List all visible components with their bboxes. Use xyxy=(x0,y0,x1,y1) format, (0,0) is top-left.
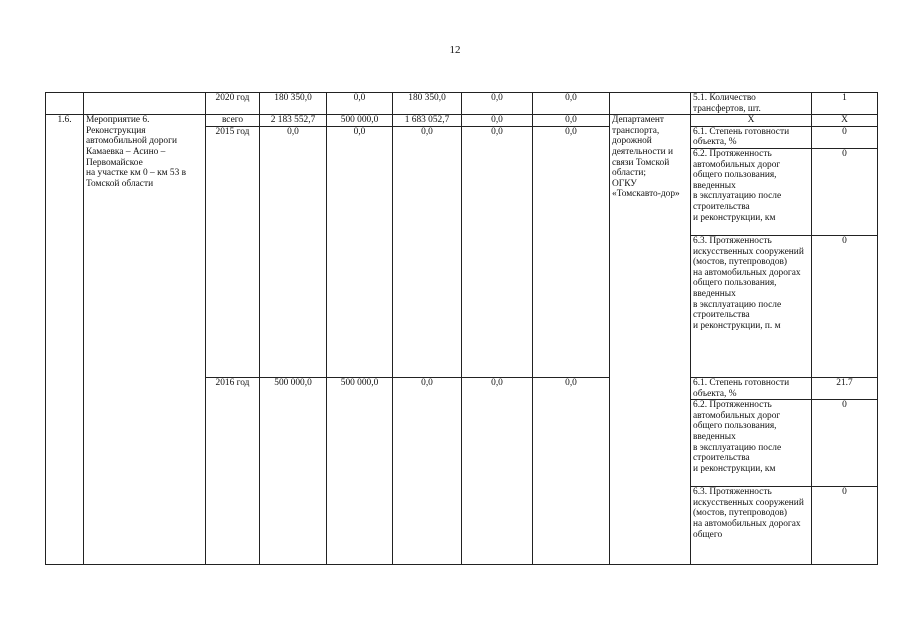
cell-amount-local: 0,0 xyxy=(462,126,533,377)
cell-measure-name: Мероприятие 6. Реконструкция автомобильной дороги Камаевка – Асино – Первомайское на участке км 0 – км 53 в Томской области xyxy=(84,115,206,565)
cell-indicator: 6.2. Протяженность автомобильных дорог общего пользования, введенных в эксплуатацию после строительства и реконструкции, км xyxy=(691,148,812,235)
cell-indicator-value: 0 xyxy=(812,235,878,377)
cell-amount-total: 0,0 xyxy=(260,126,327,377)
cell-indicator-value: 0 xyxy=(812,148,878,235)
cell-year: 2020 год xyxy=(206,93,260,115)
cell-amount-local: 0,0 xyxy=(462,115,533,127)
cell-indicator: 6.1. Степень готовности объекта, % xyxy=(691,377,812,399)
cell-amount-total: 180 350,0 xyxy=(260,93,327,115)
cell-amount-local: 0,0 xyxy=(462,93,533,115)
cell-amount-other: 0,0 xyxy=(533,115,610,127)
cell-amount-regional: 0,0 xyxy=(393,377,462,564)
cell-amount-other: 0,0 xyxy=(533,93,610,115)
cell-amount-other: 0,0 xyxy=(533,126,610,377)
cell-number-empty xyxy=(46,93,84,115)
cell-amount-federal: 0,0 xyxy=(327,93,393,115)
cell-year: 2016 год xyxy=(206,377,260,564)
cell-indicator-value: 21.7 xyxy=(812,377,878,399)
cell-amount-regional: 0,0 xyxy=(393,126,462,377)
cell-year: всего xyxy=(206,115,260,127)
cell-indicator-value: 0 xyxy=(812,400,878,487)
cell-indicator-value: 1 xyxy=(812,93,878,115)
cell-amount-total: 500 000,0 xyxy=(260,377,327,564)
table-row-2020 xyxy=(46,93,878,115)
cell-amount-federal: 500 000,0 xyxy=(327,377,393,564)
cell-amount-regional: 1 683 052,7 xyxy=(393,115,462,127)
program-measures-table xyxy=(45,92,878,565)
cell-indicator: 6.2. Протяженность автомобильных дорог общего пользования, введенных в эксплуатацию после строительства и реконструкции, км xyxy=(691,400,812,487)
cell-amount-regional: 180 350,0 xyxy=(393,93,462,115)
page-number: 12 xyxy=(449,44,461,56)
cell-year: 2015 год xyxy=(206,126,260,377)
cell-amount-other: 0,0 xyxy=(533,377,610,564)
cell-indicator-value: Х xyxy=(812,115,878,127)
cell-amount-total: 2 183 552,7 xyxy=(260,115,327,127)
cell-executor-empty xyxy=(610,93,691,115)
cell-measure-number: 1.6. xyxy=(46,115,84,565)
cell-amount-federal: 0,0 xyxy=(327,126,393,377)
cell-indicator: 5.1. Количество трансфертов, шт. xyxy=(691,93,812,115)
cell-indicator: 6.1. Степень готовности объекта, % xyxy=(691,126,812,148)
cell-indicator: 6.3. Протяженность искусственных сооружений (мостов, путепроводов) на автомобильных дорогах общего xyxy=(691,487,812,565)
cell-name-empty xyxy=(84,93,206,115)
cell-amount-federal: 500 000,0 xyxy=(327,115,393,127)
cell-indicator: Х xyxy=(691,115,812,127)
cell-indicator: 6.3. Протяженность искусственных сооружений (мостов, путепроводов) на автомобильных дорогах общего пользования, введенных в эксплуатацию после строительства и реконструкции, п. м xyxy=(691,235,812,377)
cell-amount-local: 0,0 xyxy=(462,377,533,564)
cell-indicator-value: 0 xyxy=(812,487,878,565)
cell-indicator-value: 0 xyxy=(812,126,878,148)
cell-executor: Департамент транспорта, дорожной деятельности и связи Томской области; ОГКУ «Томскавто-дор» xyxy=(610,115,691,565)
table-row-measure-total xyxy=(46,115,878,127)
